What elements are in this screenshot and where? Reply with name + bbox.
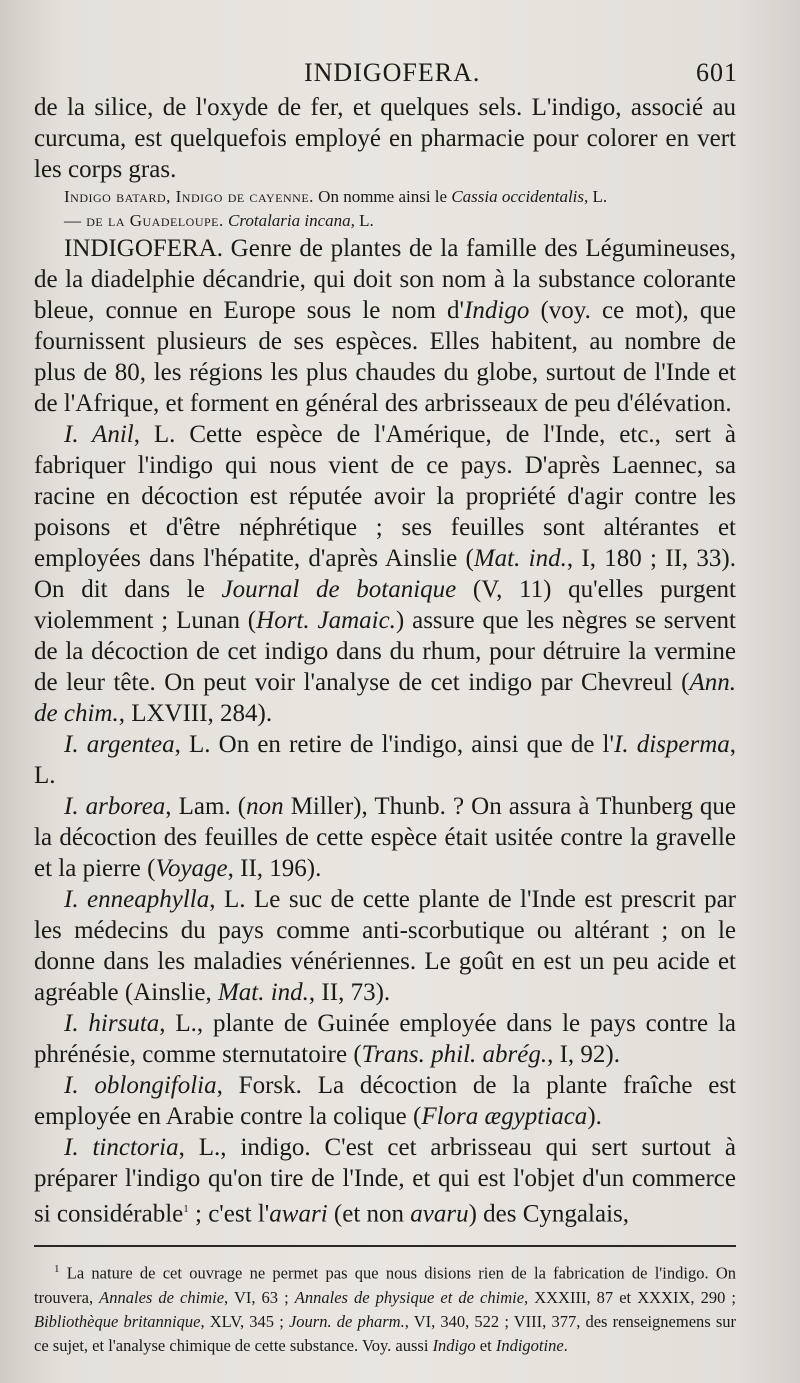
reference: Journal de botanique — [221, 576, 457, 603]
species-hirsuta — [34, 1008, 736, 1070]
reference: Voyage — [155, 855, 228, 882]
species-name: I. hirsuta — [64, 1010, 160, 1037]
italic-word: non — [246, 793, 284, 820]
genus-text: (voy. ce mot), que fournissent plusieurs de ses espèces. Elles habitent, au nombre de plus de 80, les régions les plus chaudes du globe, surtout de l'Inde et de l'Afrique, et forment en général des arbrisseaux de peu d'élévation. — [34, 297, 736, 417]
reference: Flora ægyptiaca — [421, 1103, 588, 1130]
footnote-text-part: , XXXIII, 87 et XXXIX, 290 ; — [524, 1287, 736, 1307]
species-enneaphylla — [34, 884, 736, 1008]
species-name: I. enneaphylla — [64, 886, 210, 913]
footnote-divider — [34, 1245, 736, 1247]
species-tinctoria — [34, 1132, 736, 1229]
species-text: , L., plante de Guinée employée dans le pays contre la phrénésie, comme sternutatoire ( — [34, 1010, 736, 1068]
species-text: , I, 180 ; II, 33). On dit dans le — [34, 545, 736, 603]
species-text: ) assure que les nègres se servent de la décoction de cet indigo dans du rhum, pour détruire la vermine de leur tête. On peut voir l'analyse de cet indigo par Chevreul ( — [34, 607, 737, 696]
species-text: (V, 11) qu'elles purgent violemment ; Lunan ( — [34, 576, 736, 634]
genus-name: INDIGOFERA. — [64, 235, 224, 262]
entry-text: On nomme ainsi le — [313, 187, 452, 206]
reference: Ann. de chim. — [34, 669, 736, 727]
species-text: , I, 92). — [547, 1041, 621, 1068]
species-name: I. tinctoria — [64, 1134, 179, 1161]
species-text: , II, 73). — [308, 979, 391, 1006]
entry-heading: Indigo batard, Indigo de cayenne. — [64, 187, 314, 206]
paragraph-continuation: de la silice, de l'oxyde de fer, et quelques sels. L'indigo, associé au curcuma, est quelquefois employé en pharmacie pour colorer en vert les corps gras. — [34, 94, 736, 183]
species-text: ). — [587, 1103, 602, 1130]
reference: I. disperma — [614, 731, 730, 758]
footnote-marker[interactable]: 1 — [183, 1203, 189, 1215]
species-text: , II, 196). — [227, 855, 322, 882]
species-name: I. argentea — [64, 731, 175, 758]
reference: Mat. ind. — [473, 545, 567, 572]
footnote-text-part: . — [563, 1335, 568, 1355]
footnote-text-part: , VI, 63 ; — [224, 1287, 295, 1307]
species-text: Miller), Thunb. ? On assura à Thunberg que la décoction des feuilles de cette espèce était usitée contre la gravelle et la pierre ( — [34, 793, 737, 882]
footnote-text-part: La nature de cet ouvrage ne permet pas que nous disions rien de la fabrication de l'indigo. On trouvera, — [34, 1263, 736, 1307]
species-text: , L. Cette espèce de l'Amérique, de l'Inde, etc., sert à fabriquer l'indigo qui nous vient de ce pays. D'après Laennec, sa racine en décoction est réputée avoir la propriété d'agir contre les poisons et d'être néphrétique ; ses feuilles sont altérantes et employées dans l'hépatite, d'après Ainslie ( — [34, 421, 736, 572]
footnote — [34, 1257, 736, 1358]
page-number: 601 — [696, 58, 738, 87]
species-name: Crotalaria incana, — [223, 211, 355, 230]
species-text: , L. — [34, 731, 737, 789]
reference: Indigo — [432, 1335, 476, 1355]
species-text: , L. Le suc de cette plante de l'Inde est prescrit par les médecins du pays comme anti-scorbutique ou altérant ; on le donne dans les maladies vénériennes. Le goût en est un peu acide et agréable (Ainslie, — [34, 886, 736, 1006]
reference: Mat. ind. — [217, 979, 309, 1006]
main-text — [34, 92, 736, 1229]
entry-guadeloupe — [34, 209, 736, 233]
footnote-text-part: , XLV, 345 ; — [200, 1311, 289, 1331]
reference: avaru — [410, 1200, 469, 1228]
header-title: INDIGOFERA. — [304, 58, 481, 87]
genus-italic: Indigo — [464, 297, 530, 324]
species-text: , LXVIII, 284). — [118, 700, 273, 727]
entry-indigo-batard — [34, 185, 736, 209]
species-text: , Lam. ( — [165, 793, 247, 820]
footnote-marker: 1 — [54, 1263, 60, 1276]
entry-text: , L. — [584, 187, 608, 206]
species-text: ) des Cyngalais, — [468, 1200, 629, 1228]
species-oblongifolia — [34, 1070, 736, 1132]
genus-text: Genre de plantes de la famille des Légumineuses, de la diadelphie décandrie, qui doit son nom à la substance colorante bleue, connue en Europe sous le nom d' — [34, 235, 736, 324]
species-text: ; c'est l' — [188, 1200, 270, 1228]
reference: Indigotine — [495, 1335, 564, 1355]
entry-text: L. — [354, 211, 374, 230]
species-name: I. Anil — [64, 421, 134, 448]
reference: Trans. phil. abrég. — [361, 1041, 548, 1068]
footnote-text-part: , VI, 340, 522 ; VIII, 377, des renseignemens sur ce sujet, et l'analyse chimique de cette substance. Voy. aussi — [34, 1311, 737, 1355]
species-name: Cassia occidentalis — [451, 187, 585, 206]
species-name: I. oblongifolia — [64, 1072, 217, 1099]
species-text: (et non — [327, 1200, 411, 1228]
genus-entry — [34, 233, 736, 419]
species-name: I. arborea — [64, 793, 166, 820]
species-text: , Forsk. La décoction de la plante fraîche est employée en Arabie contre la colique ( — [34, 1072, 736, 1130]
species-text: , L. On en retire de l'indigo, ainsi que de l' — [174, 731, 615, 758]
reference: Hort. Jamaic. — [256, 607, 396, 634]
running-header — [34, 58, 736, 92]
species-text: , L., indigo. C'est cet arbrisseau qui sert surtout à préparer l'indigo qu'on tire de l'Inde, et qui est l'objet d'un commerce si considérable — [34, 1134, 736, 1228]
footnote-text-part: et — [475, 1335, 496, 1355]
species-anil — [34, 419, 736, 729]
footnote-text — [34, 1257, 736, 1358]
reference: Bibliothèque britannique — [34, 1311, 201, 1331]
entry-heading: — de la Guadeloupe. — [64, 211, 224, 230]
reference: Journ. de pharm. — [288, 1311, 405, 1331]
reference: Annales de physique et de chimie — [294, 1287, 525, 1307]
species-argentea — [34, 729, 736, 791]
reference: awari — [269, 1200, 328, 1228]
reference: Annales de chimie — [99, 1287, 225, 1307]
species-arborea — [34, 791, 736, 884]
